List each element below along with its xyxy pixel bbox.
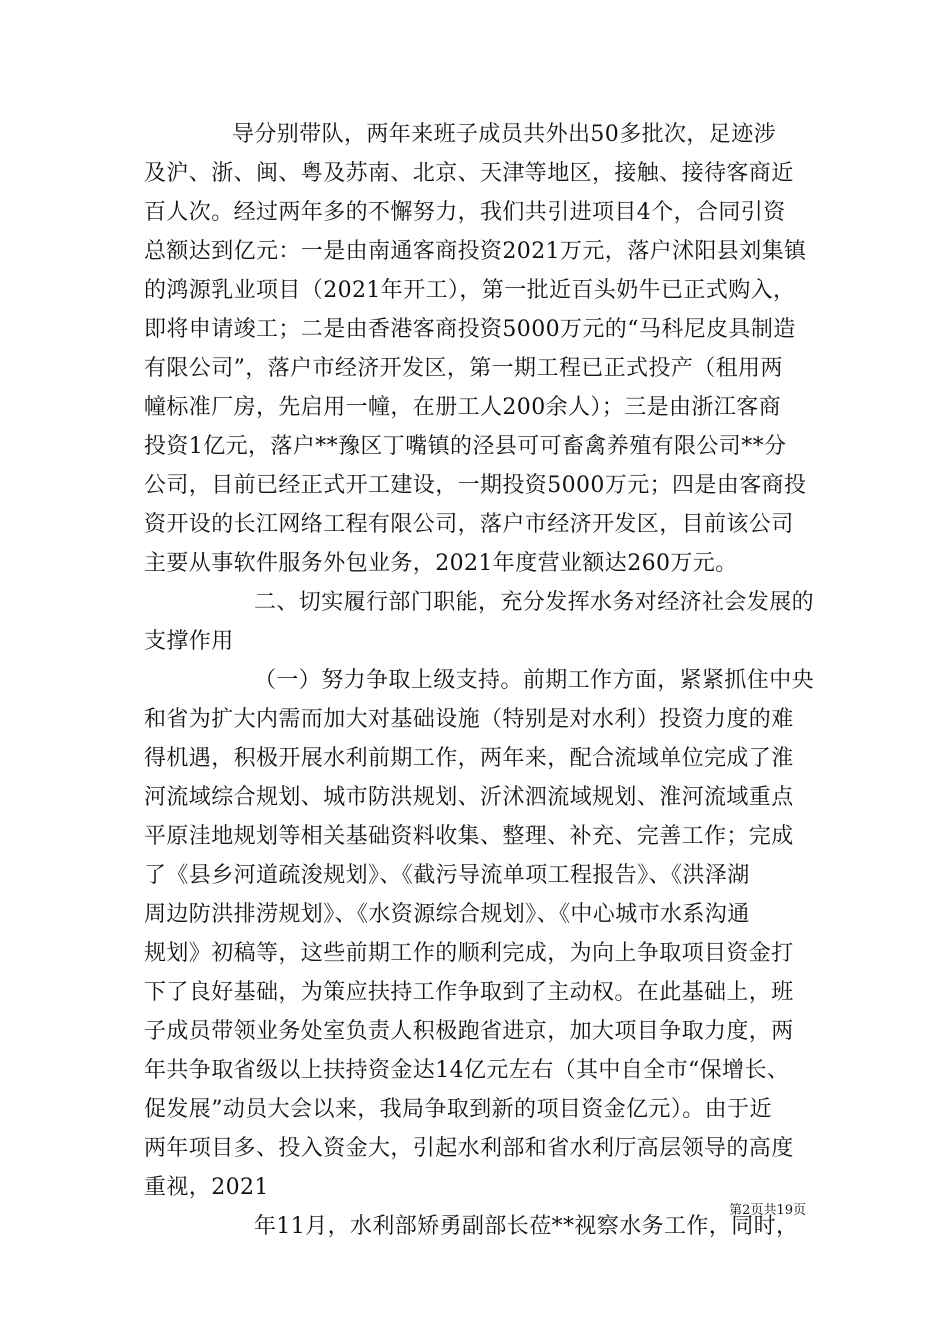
text-line: 的鸿源乳业项目（2021年开工），第一批近百头奶牛已正式购入， — [144, 278, 796, 303]
text-line: 年11月，水利部矫勇副部长莅**视察水务工作，同时， — [254, 1214, 799, 1239]
text-line: 有限公司”，落户市经济开发区，第一期工程已正式投产（租用两 — [144, 356, 783, 381]
text-line: 子成员带领业务处室负责人积极跑省进京，加大项目争取力度，两 — [144, 1019, 794, 1044]
section-heading-continued: 支撑作用 — [144, 629, 234, 654]
text-line: 得机遇，积极开展水利前期工作，两年来，配合流域单位完成了淮 — [144, 746, 794, 771]
text-line: 百人次。经过两年多的不懈努力，我们共引进项目4个，合同引资 — [144, 200, 786, 225]
text-line: 主要从事软件服务外包业务，2021年度营业额达260万元。 — [144, 551, 738, 576]
text-line: 资开设的长江网络工程有限公司，落户市经济开发区，目前该公司 — [144, 512, 794, 537]
text-line: 导分别带队，两年来班子成员共外出50多批次，足迹涉 — [232, 122, 776, 147]
text-line: 总额达到亿元：一是由南通客商投资2021万元，落户沭阳县刘集镇 — [144, 239, 807, 264]
text-line: 河流域综合规划、城市防洪规划、沂沭泗流域规划、淮河流域重点 — [144, 785, 794, 810]
text-line: 促发展”动员大会以来，我局争取到新的项目资金亿元）。由于近 — [144, 1097, 772, 1122]
text-line: 年共争取省级以上扶持资金达14亿元左右（其中自全市“保增长、 — [144, 1058, 790, 1083]
subsection-text-line: （一）努力争取上级支持。前期工作方面，紧紧抓住中央 — [254, 668, 814, 693]
text-line: 平原洼地规划等相关基础资料收集、整理、补充、完善工作；完成 — [144, 824, 794, 849]
text-line: 及沪、浙、闽、粤及苏南、北京、天津等地区，接触、接待客商近 — [144, 161, 794, 186]
text-line: 公司，目前已经正式开工建设，一期投资5000万元；四是由客商投 — [144, 473, 807, 498]
text-line: 下了良好基础，为策应扶持工作争取到了主动权。在此基础上，班 — [144, 980, 794, 1005]
text-line: 和省为扩大内需而加大对基础设施（特别是对水利）投资力度的难 — [144, 707, 794, 732]
text-line: 规划》初稿等，这些前期工作的顺利完成，为向上争取项目资金打 — [144, 941, 794, 966]
page-number-footer: 第2页共19页 — [729, 1203, 806, 1218]
text-line: 周边防洪排涝规划》、《水资源综合规划》、《中心城市水系沟通 — [144, 902, 750, 927]
text-line: 即将申请竣工；二是由香港客商投资5000万元的“马科尼皮具制造 — [144, 317, 796, 342]
text-line: 两年项目多、投入资金大，引起水利部和省水利厅高层领导的高度 — [144, 1136, 794, 1161]
text-line: 投资1亿元，落户**豫区丁嘴镇的泾县可可畜禽养殖有限公司**分 — [144, 434, 787, 459]
text-line: 重视，2021 — [144, 1175, 269, 1200]
section-heading: 二、切实履行部门职能，充分发挥水务对经济社会发展的 — [254, 590, 814, 615]
text-line: 幢标准厂房，先启用一幢，在册工人200余人）；三是由浙江客商 — [144, 395, 781, 420]
text-line: 了《县乡河道疏浚规划》、《截污导流单项工程报告》、《洪泽湖 — [144, 863, 750, 888]
